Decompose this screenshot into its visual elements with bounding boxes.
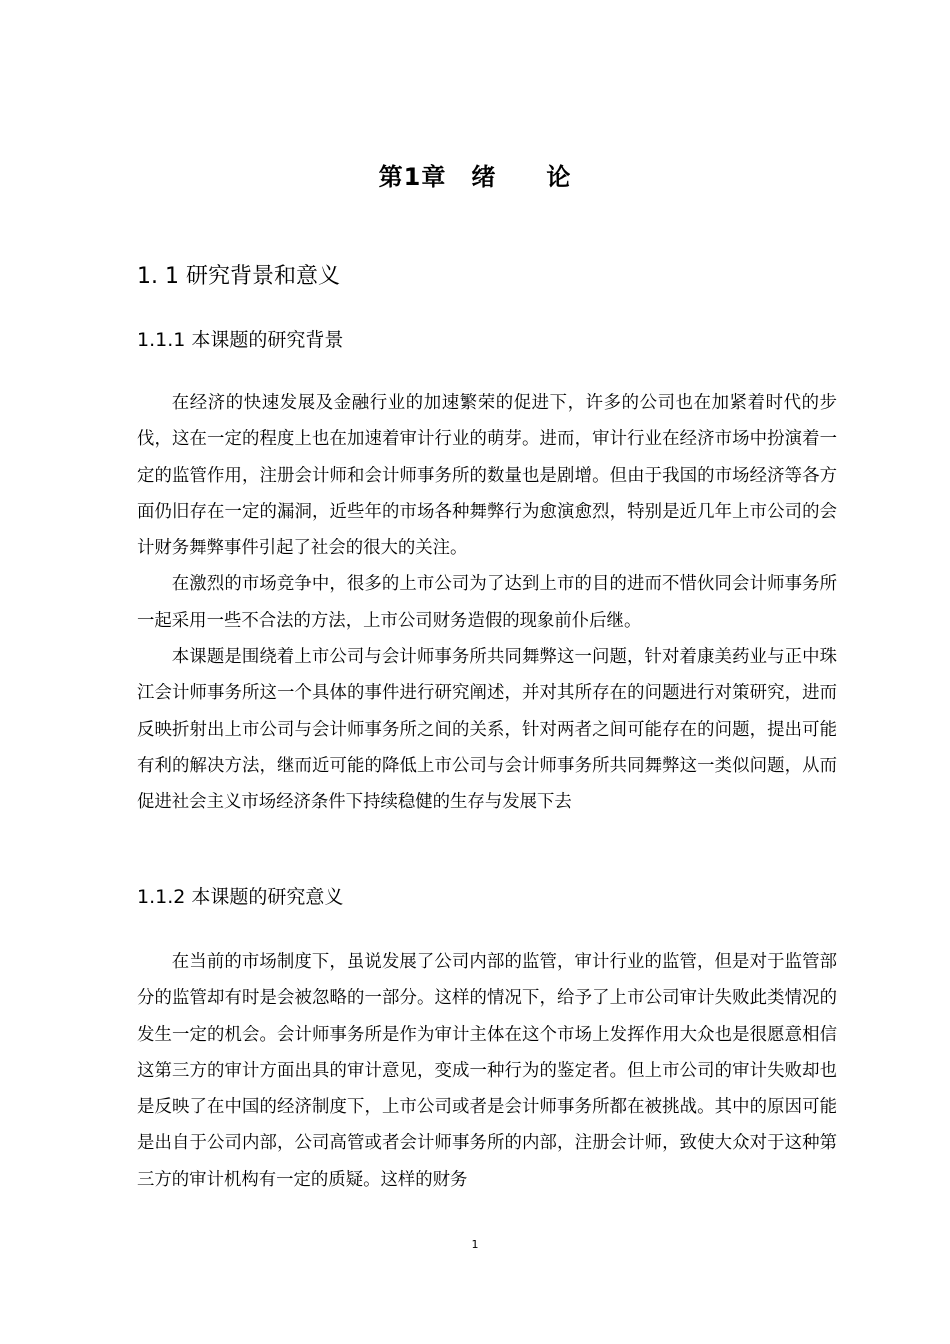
section-heading-1-1-1: 1.1.1 本课题的研究背景	[137, 329, 344, 351]
section-body-research-significance	[137, 944, 837, 1198]
page-number: 1	[471, 1238, 479, 1251]
section-heading-1-1-2: 1.1.2 本课题的研究意义	[137, 886, 344, 908]
section-heading-1-1: 1. 1 研究背景和意义	[137, 264, 340, 289]
paragraph: 在激烈的市场竞争中，很多的上市公司为了达到上市的目的进而不惜伙同会计师事务所一起采用一些不合法的方法，上市公司财务造假的现象前仆后继。	[137, 574, 837, 631]
paragraph: 本课题是围绕着上市公司与会计师事务所共同舞弊这一问题，针对着康美药业与正中珠江会计师事务所这一个具体的事件进行研究阐述，并对其所存在的问题进行对策研究，进而反映折射出上市公司与会计师事务所之间的关系，针对两者之间可能存在的问题，提出可能有利的解决方法，继而近可能的降低上市公司与会计师事务所共同舞弊这一类似问题，从而促进社会主义市场经济条件下持续稳健的生存与发展下去	[137, 647, 837, 813]
section-body-research-background	[137, 385, 837, 821]
chapter-title: 第1章 绪 论	[378, 163, 572, 191]
paragraph: 在当前的市场制度下，虽说发展了公司内部的监管，审计行业的监管，但是对于监管部分的监管却有时是会被忽略的一部分。这样的情况下，给予了上市公司审计失败此类情况的发生一定的机会。会计师事务所是作为审计主体在这个市场上发挥作用大众也是很愿意相信这第三方的审计方面出具的审计意见，变成一种行为的鉴定者。但上市公司的审计失败却也是反映了在中国的经济制度下，上市公司或者是会计师事务所都在被挑战。其中的原因可能是出自于公司内部，公司高管或者会计师事务所的内部，注册会计师，致使大众对于这种第三方的审计机构有一定的质疑。这样的财务	[137, 952, 837, 1190]
paragraph: 在经济的快速发展及金融行业的加速繁荣的促进下，许多的公司也在加紧着时代的步伐，这在一定的程度上也在加速着审计行业的萌芽。进而，审计行业在经济市场中扮演着一定的监管作用，注册会计师和会计师事务所的数量也是剧增。但由于我国的市场经济等各方面仍旧存在一定的漏洞，近些年的市场各种舞弊行为愈演愈烈，特别是近几年上市公司的会计财务舞弊事件引起了社会的很大的关注。	[137, 393, 837, 559]
